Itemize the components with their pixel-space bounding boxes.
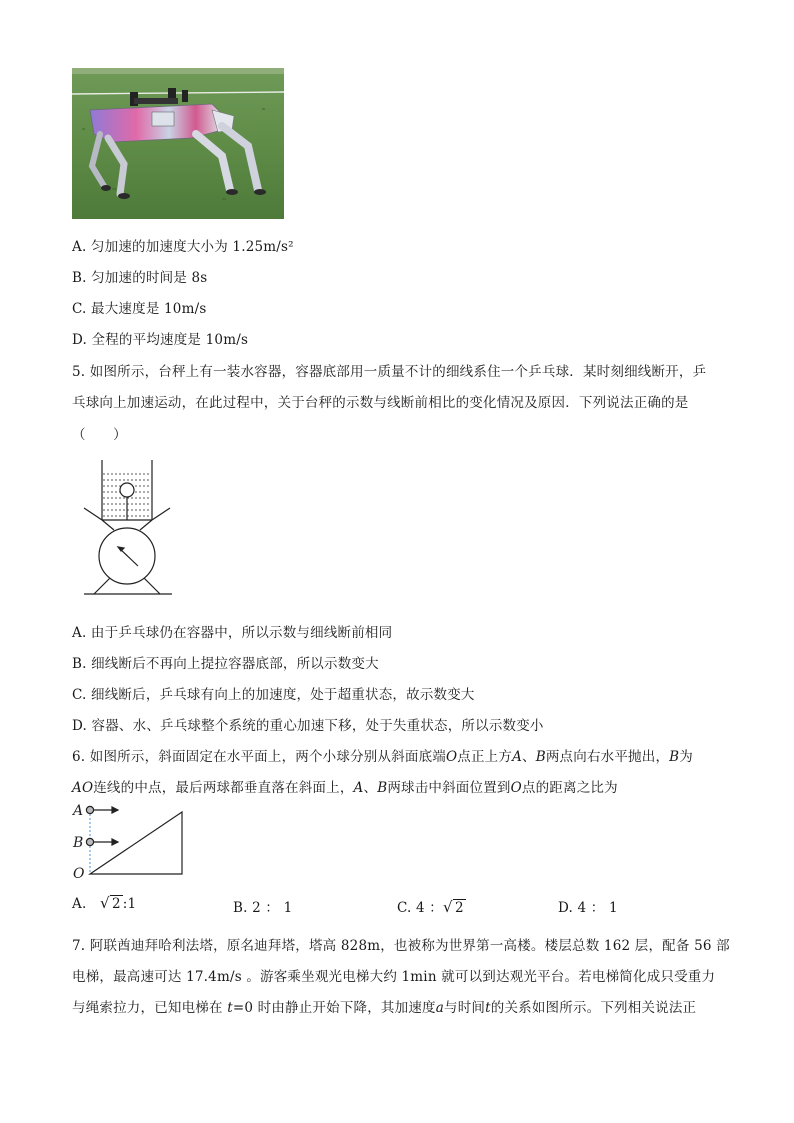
- q7-stem-line1: 7. 阿联酋迪拜哈利法塔，原名迪拜塔，塔高 828m，也被称为世界第一高楼。楼层总数 162 层，配备 56 部: [72, 938, 730, 954]
- q6-stem-line2: AO连线的中点，最后两球都垂直落在斜面上，A、B两球击中斜面位置到O点的距离之比为: [72, 780, 618, 796]
- q4-option-c: C. 最大速度是 10m/s: [72, 301, 207, 317]
- q6-option-a: A. √ 2 :1: [72, 894, 137, 912]
- q7-stem-line2: 电梯，最高速可达 17.4m/s 。游客乘坐观光电梯大约 1min 就可以到达观光平台。若电梯简化成只受重力: [72, 969, 716, 985]
- q5-option-b: B. 细线断后不再向上提拉容器底部，所以示数变大: [72, 656, 379, 672]
- q6-incline-diagram: [72, 802, 192, 880]
- q4-option-d: D. 全程的平均速度是 10m/s: [72, 332, 249, 348]
- q6-label-a: A: [73, 803, 84, 819]
- q5-option-d: D. 容器、水、乒乓球整个系统的重心加速下移，处于失重状态，所以示数变小: [72, 718, 544, 734]
- q6-label-o: O: [73, 866, 85, 882]
- q6-stem-line1: 6. 如图所示，斜面固定在水平面上，两个小球分别从斜面底端O点正上方A、B两点向右水平抛出，B为: [72, 749, 693, 765]
- q5-stem-line1: 5. 如图所示，台秤上有一装水容器，容器底部用一质量不计的细线系住一个乒乓球．某时刻细线断开，乒: [72, 364, 707, 380]
- q7-stem-line3: 与绳索拉力，已知电梯在 t=0 时由静止开始下降，其加速度a与时间t的关系如图所示。下列相关说法正: [72, 1000, 697, 1016]
- q5-option-c: C. 细线断后，乒乓球有向上的加速度，处于超重状态，故示数变大: [72, 687, 475, 703]
- q5-option-a: A. 由于乒乓球仍在容器中，所以示数与细线断前相同: [72, 625, 393, 641]
- q6-option-d: D. 4 ： 1: [558, 900, 618, 916]
- robot-dog-photo: [72, 68, 284, 219]
- q5-answer-blank: （ ）: [72, 427, 127, 443]
- q6-option-c: C. 4 ： √ 2: [397, 898, 464, 916]
- q5-scale-diagram: [82, 456, 182, 598]
- q5-stem-line2: 乓球向上加速运动，在此过程中，关于台秤的示数与线断前相比的变化情况及原因．下列说法正确的是: [72, 395, 689, 411]
- q6-option-b: B. 2 ： 1: [233, 900, 293, 916]
- q4-option-b: B. 匀加速的时间是 8s: [72, 270, 208, 286]
- q4-option-a: A. 匀加速的加速度大小为 1.25m/s²: [72, 239, 294, 255]
- q6-label-b: B: [73, 835, 84, 851]
